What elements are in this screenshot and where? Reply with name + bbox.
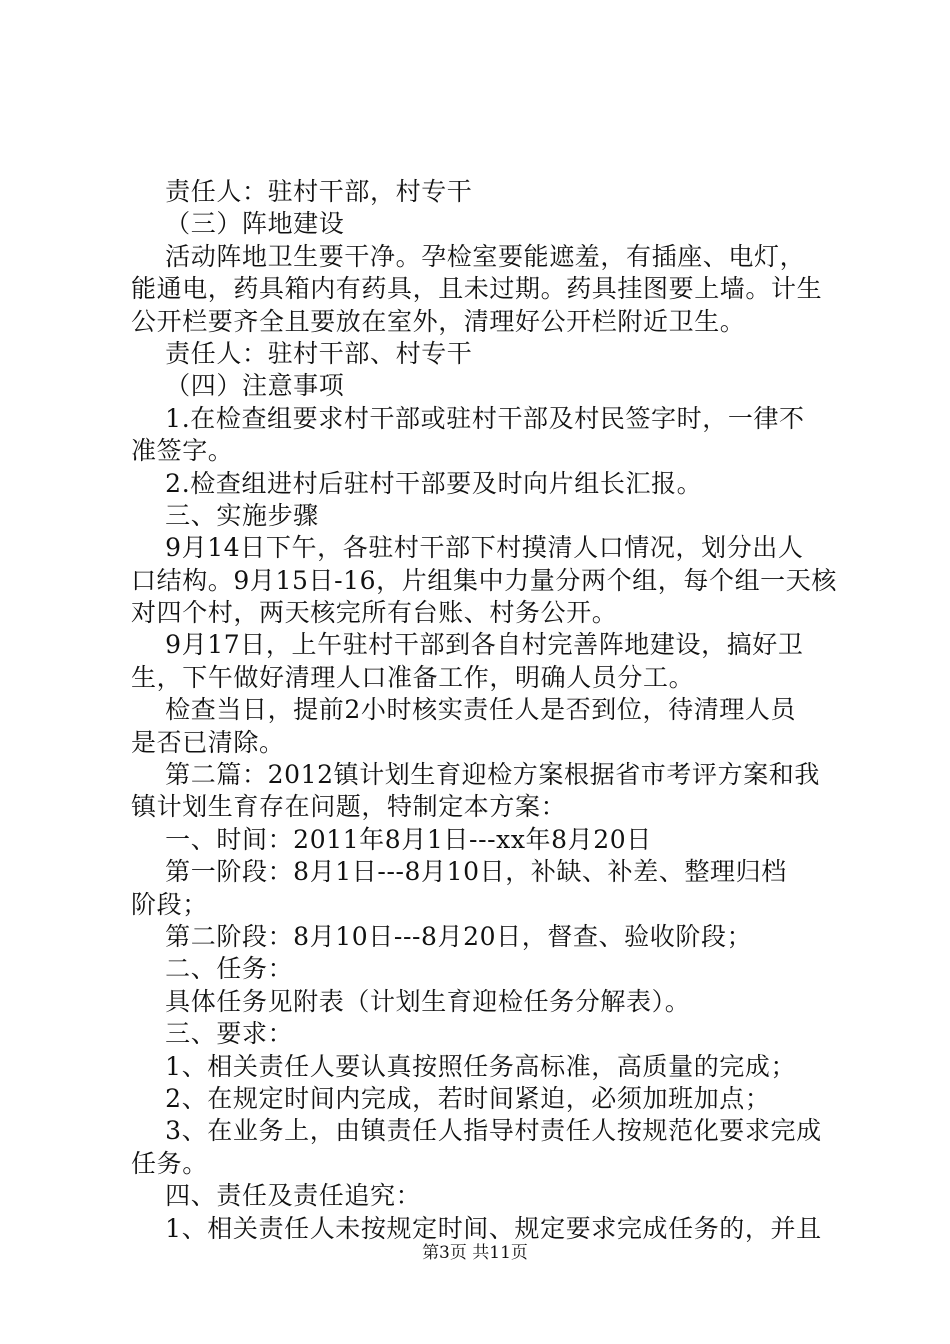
text-line: 公开栏要齐全且要放在室外，清理好公开栏附近卫生。 xyxy=(131,306,746,336)
text-line: 第一阶段：8月1日---8月10日，补缺、补差、整理归档 xyxy=(131,857,787,887)
text-line: 1、相关责任人要认真按照任务高标准，高质量的完成； xyxy=(131,1051,797,1081)
section-heading: 一、时间：2011年8月1日---xx年8月20日 xyxy=(131,824,652,854)
text-line: 阶段； xyxy=(131,889,208,919)
text-line: 2.检查组进村后驻村干部要及时向片组长汇报。 xyxy=(131,468,703,498)
text-line: 3、在业务上，由镇责任人指导村责任人按规范化要求完成 xyxy=(131,1116,822,1146)
page-number-footer: 第3页 共11页 xyxy=(422,1243,528,1263)
text-line: 镇计划生育存在问题，特制定本方案： xyxy=(131,792,567,822)
text-line: 生，下午做好清理人口准备工作，明确人员分工。 xyxy=(131,662,695,692)
text-line: 能通电，药具箱内有药具，且未过期。药具挂图要上墙。计生 xyxy=(131,274,823,304)
text-line: 具体任务见附表（计划生育迎检任务分解表）。 xyxy=(131,986,691,1016)
text-line: 检查当日，提前2小时核实责任人是否到位，待清理人员 xyxy=(131,695,797,725)
text-line: 2、在规定时间内完成，若时间紧迫，必须加班加点； xyxy=(131,1083,771,1113)
text-line: 第二阶段：8月10日---8月20日，督查、验收阶段； xyxy=(131,921,753,951)
text-line: 责任人：驻村干部，村专干 xyxy=(131,177,473,206)
text-line: 9月17日，上午驻村干部到各自村完善阵地建设，搞好卫 xyxy=(131,630,804,660)
text-line: 第二篇：2012镇计划生育迎检方案根据省市考评方案和我 xyxy=(131,760,821,790)
text-line: 口结构。9月15日-16，片组集中力量分两个组，每个组一天核 xyxy=(131,565,837,595)
text-line: 9月14日下午，各驻村干部下村摸清人口情况，划分出人 xyxy=(131,533,804,563)
section-heading: （四）注意事项 xyxy=(131,371,345,401)
section-heading: 三、实施步骤 xyxy=(131,500,319,530)
text-line: 任务。 xyxy=(131,1148,208,1178)
text-line: 是否已清除。 xyxy=(131,727,285,757)
text-line: 1、相关责任人未按规定时间、规定要求完成任务的，并且 xyxy=(131,1213,822,1243)
section-heading: 二、任务： xyxy=(131,954,294,984)
text-line: 责任人：驻村干部、村专干 xyxy=(131,338,473,368)
section-heading: 四、责任及责任追究： xyxy=(131,1181,422,1211)
text-line: 准签字。 xyxy=(131,436,234,466)
section-heading: （三）阵地建设 xyxy=(131,209,345,239)
text-line: 活动阵地卫生要干净。孕检室要能遮羞，有插座、电灯， xyxy=(131,241,806,271)
section-heading: 三、要求： xyxy=(131,1019,294,1049)
text-line: 对四个村，两天核完所有台账、村务公开。 xyxy=(131,598,618,628)
document-body xyxy=(131,176,837,1245)
text-line: 1.在检查组要求村干部或驻村干部及村民签字时，一律不 xyxy=(131,403,805,433)
